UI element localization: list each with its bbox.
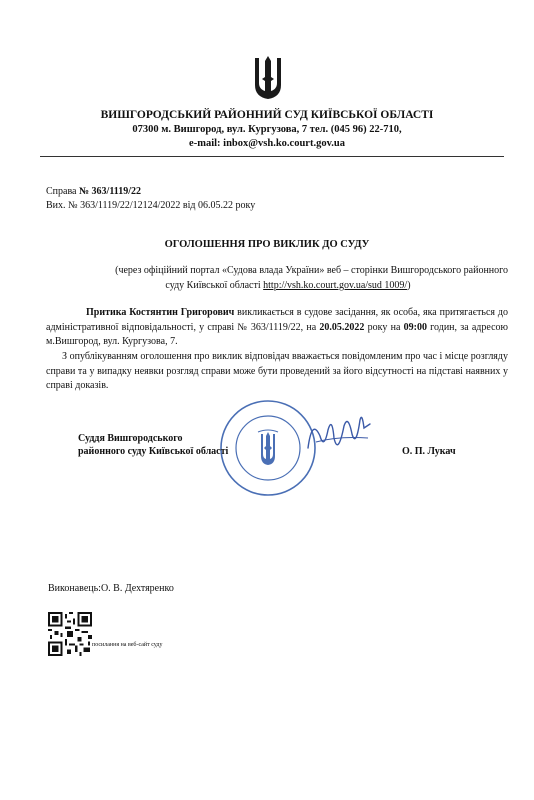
body-text-a: викликається в судове засідання, як особа, яка притягається до адміністративної відповідальності, у справі № 363/1119/22, на [46, 307, 508, 333]
notice-subtitle-line1: (через офіційний портал «Судова влада України» веб – сторінки Вишгородського районного [115, 265, 508, 276]
hearing-date: 20.05.2022 [319, 321, 365, 333]
judge-title-line1: Суддя Вишгородського [78, 433, 183, 444]
notice-consequence-paragraph: З опублікуванням оголошення про виклик відповідач вважається повідомленим про час і місце розгляду справи та у випадку неявки розгляд справи може бути проведений за його відсутності на підставі наявних у справі доказів. [46, 351, 508, 391]
header-divider [40, 156, 504, 157]
notice-title: ОГОЛОШЕННЯ ПРО ВИКЛИК ДО СУДУ [164, 239, 370, 250]
judge-name: О. П. Лукач [402, 446, 456, 457]
judge-title-line2: районного суду Київської області [78, 446, 229, 457]
outgoing-number: Вих. № 363/1119/22/12124/2022 від 06.05.22 року [46, 200, 256, 211]
qr-code-icon[interactable] [48, 612, 92, 656]
hearing-time: 09:00 [403, 321, 427, 333]
case-number: № 363/1119/22 [79, 186, 142, 197]
case-number-line [46, 186, 141, 197]
executor-line: Виконавець:О. В. Дехтяренко [48, 583, 174, 594]
court-website-link[interactable]: http://vsh.ko.court.gov.ua/sud 1009/ [263, 279, 408, 291]
court-email: e-mail: inbox@vsh.ko.court.gov.ua [189, 138, 345, 149]
body-text-c: годин, за адресою м.Вишгород, вул. Кургузова, 7. [46, 321, 508, 347]
subtitle-close: ) [407, 279, 411, 291]
summoned-person: Притика Костянтин Григорович [86, 307, 235, 318]
court-address: 07300 м. Вишгород, вул. Кургузова, 7 тел. (045 96) 22-710, [132, 124, 402, 135]
case-label: Справа [46, 186, 79, 197]
notice-subtitle-line2 [68, 280, 508, 291]
subtitle-text: суду Київської області [165, 279, 264, 291]
court-name: ВИШГОРОДСЬКИЙ РАЙОННИЙ СУД КИЇВСЬКОЇ ОБЛАСТІ [100, 109, 434, 121]
notice-body-paragraph [46, 306, 508, 350]
qr-caption: посилання на веб-сайт суду [92, 642, 163, 648]
coat-of-arms-icon [252, 55, 284, 100]
body-text-b: року на [364, 321, 404, 333]
judge-signature-icon [298, 408, 378, 468]
